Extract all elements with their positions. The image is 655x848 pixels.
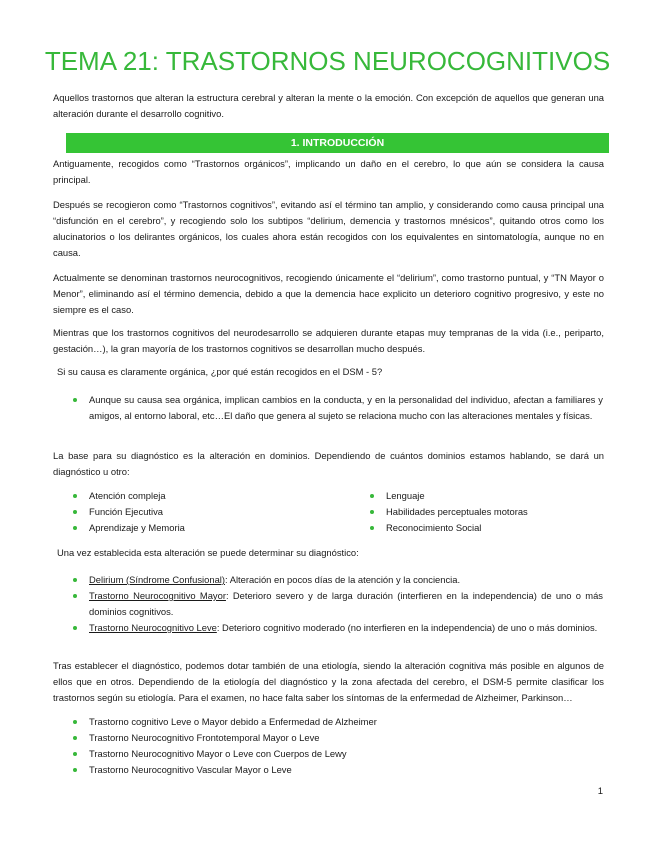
list-item: Reconocimiento Social xyxy=(368,520,608,536)
list-item: Habilidades perceptuales motoras xyxy=(368,504,608,520)
list-item: Delirium (Síndrome Confusional): Alteración en pocos días de la atención y la conciencia. xyxy=(71,572,603,588)
bullet-icon xyxy=(370,510,374,514)
page-number: 1 xyxy=(597,786,603,797)
list-item: Trastorno Neurocognitivo Leve: Deterioro cognitivo moderado (no interfieren en la independencia) de uno o más dominios. xyxy=(71,620,603,636)
bullet-icon xyxy=(370,526,374,530)
paragraph: La base para su diagnóstico es la alteración en dominios. Dependiendo de cuántos dominios estamos hablando, se dará un diagnóstico u otro: xyxy=(53,450,604,477)
paragraph: Una vez establecida esta alteración se puede determinar su diagnóstico: xyxy=(57,547,359,558)
question: Si su causa es claramente orgánica, ¿por qué están recogidos en el DSM - 5? xyxy=(57,366,383,377)
answer-list xyxy=(71,392,603,424)
bullet-icon xyxy=(370,494,374,498)
list-item: Trastorno cognitivo Leve o Mayor debido a Enfermedad de Alzheimer xyxy=(71,714,603,730)
list-item: Aunque su causa sea orgánica, implican cambios en la conducta, y en la personalidad del individuo, afectan a familiares y amigos, al entorno laboral, etc…El daño que genera al sujeto se relaciona mucho con las alteraciones mentales y físicas. xyxy=(71,392,603,424)
section-heading: 1. INTRODUCCIÓN xyxy=(66,133,609,153)
etiologies-list xyxy=(71,714,603,778)
bullet-icon xyxy=(73,578,77,582)
list-item: Trastorno Neurocognitivo Vascular Mayor o Leve xyxy=(71,762,603,778)
list-item: Trastorno Neurocognitivo Mayor o Leve con Cuerpos de Lewy xyxy=(71,746,603,762)
paragraph: Tras establecer el diagnóstico, podemos dotar también de una etiología, siendo la alteración cognitiva más posible en algunos de ellos que en otros. Dependiendo de la etiología del diagnóstico y la zona afectada del cerebro, el DSM-5 permite clasificar los trastornos según su etiología. Para el examen, no hace falta saber los síntomas de la enfermedad de Alzheimer, Parkinson… xyxy=(53,660,604,703)
bullet-icon xyxy=(73,768,77,772)
bullet-icon xyxy=(73,752,77,756)
bullet-icon xyxy=(73,594,77,598)
list-item: Trastorno Neurocognitivo Frontotemporal Mayor o Leve xyxy=(71,730,603,746)
paragraph: Después se recogieron como “Trastornos cognitivos”, evitando así el término tan amplio, y considerando como causa principal una “disfunción en el cerebro”, y recogiendo solo los subtipos “delirium, demencia y trastornos mnésicos”, quitando otros como los alucinatorios o los delirantes orgánicos, los cuales ahora están recogidos con los equivalentes en sintomatología, aunque no en causa. xyxy=(53,199,604,258)
paragraph: Antiguamente, recogidos como “Trastornos orgánicos”, implicando un daño en el cerebro, lo que aún se considera la causa principal. xyxy=(53,158,604,185)
domains-right-list xyxy=(368,488,608,536)
list-item: Función Ejecutiva xyxy=(71,504,351,520)
list-item: Aprendizaje y Memoria xyxy=(71,520,351,536)
page-title: TEMA 21: TRASTORNOS NEUROCOGNITIVOS xyxy=(44,46,611,76)
bullet-icon xyxy=(73,494,77,498)
bullet-icon xyxy=(73,626,77,630)
bullet-icon xyxy=(73,720,77,724)
bullet-icon xyxy=(73,510,77,514)
paragraph: Mientras que los trastornos cognitivos del neurodesarrollo se adquieren durante etapas muy tempranas de la vida (i.e., periparto, gestación…), la gran mayoría de los trastornos cognitivos se desarrollan mucho después. xyxy=(53,327,604,354)
list-item: Lenguaje xyxy=(368,488,608,504)
bullet-icon xyxy=(73,736,77,740)
list-item: Atención compleja xyxy=(71,488,351,504)
bullet-icon xyxy=(73,398,77,402)
intro-paragraph: Aquellos trastornos que alteran la estructura cerebral y alteran la mente o la emoción. Con excepción de aquellos que generan una alteración durante el desarrollo cognitivo. xyxy=(53,92,604,119)
diagnoses-list xyxy=(71,572,603,636)
bullet-icon xyxy=(73,526,77,530)
paragraph: Actualmente se denominan trastornos neurocognitivos, recogiendo únicamente el “delirium”, como trastorno puntual, y “TN Mayor o Menor”, eliminando así el término demencia, debido a que la demencia hace explicito un deterioro cognitivo progresivo, y este no siempre es el caso. xyxy=(53,272,604,315)
list-item: Trastorno Neurocognitivo Mayor: Deterioro severo y de larga duración (interfieren en la independencia) de uno o más dominios cognitivos. xyxy=(71,588,603,620)
domains-left-list xyxy=(71,488,351,536)
